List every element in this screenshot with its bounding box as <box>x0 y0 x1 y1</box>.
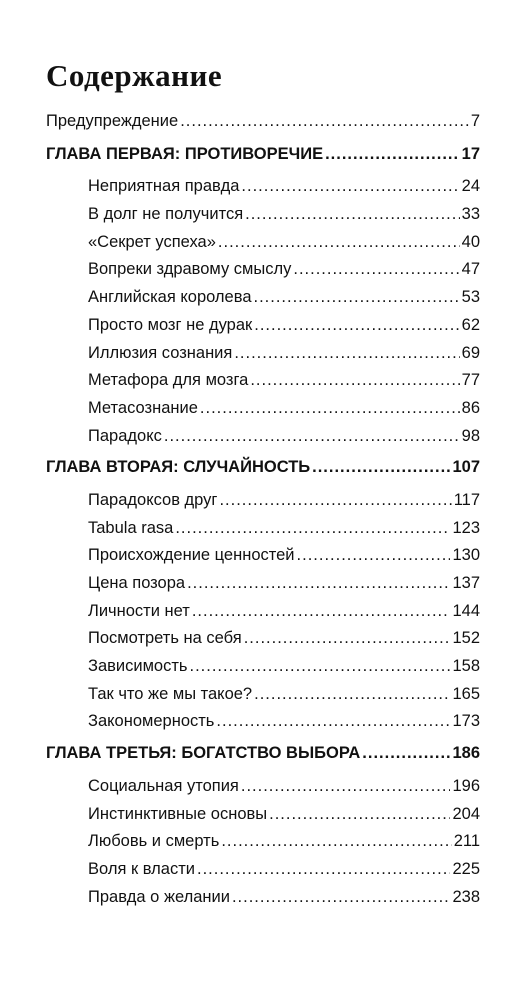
page-title: Содержание <box>46 58 223 93</box>
toc-chapter-title: ГЛАВА ПЕРВАЯ: ПРОТИВОРЕЧИЕ <box>46 144 324 163</box>
toc-chapter-2 <box>46 454 480 482</box>
toc-entry-title: Личности нет <box>88 601 190 620</box>
toc-entry <box>46 173 480 201</box>
dot-leader <box>254 284 460 312</box>
toc-entry-page: 86 <box>461 398 480 417</box>
dot-leader <box>293 256 459 284</box>
toc-entry-title: Воля к власти <box>88 859 195 878</box>
toc-entry-page: 165 <box>452 684 480 703</box>
toc-entry-page: 173 <box>452 712 480 731</box>
dot-leader <box>232 884 451 912</box>
toc-entry-title: Так что же мы такое? <box>88 684 253 703</box>
toc-entry-page: 123 <box>452 518 480 537</box>
toc-chapter-title: ГЛАВА ВТОРАЯ: СЛУЧАЙНОСТЬ <box>46 458 311 477</box>
dot-leader <box>221 828 451 856</box>
toc-entry <box>46 487 480 515</box>
toc-entry-page: 69 <box>461 343 480 362</box>
toc-entry <box>46 423 480 451</box>
toc-chapter-page: 186 <box>452 744 480 763</box>
toc-entry-title: Любовь и смерть <box>88 832 220 851</box>
toc-entry-page: 77 <box>461 371 480 390</box>
toc-entry-title: Просто мозг не дурак <box>88 315 253 334</box>
toc-entry <box>46 515 480 543</box>
toc-entry-title: Парадоксов друг <box>88 490 218 509</box>
toc-entry-title: Социальная утопия <box>88 776 239 795</box>
toc-entry-page: 211 <box>453 832 480 851</box>
toc-entry-page: 7 <box>470 112 480 130</box>
dot-leader <box>362 740 450 768</box>
toc-entry <box>46 828 480 856</box>
toc-entry-page: 47 <box>461 260 480 279</box>
toc-entry-page: 238 <box>452 887 480 906</box>
dot-leader <box>325 141 460 169</box>
dot-leader <box>312 454 450 482</box>
toc-chapter-1 <box>46 141 480 169</box>
dot-leader <box>241 173 459 201</box>
toc-entry <box>46 395 480 423</box>
toc-entry <box>46 312 480 340</box>
toc-entry-title: Английская королева <box>88 288 252 307</box>
toc-entry <box>46 598 480 626</box>
toc-entry-page: 144 <box>452 601 480 620</box>
dot-leader <box>219 487 451 515</box>
dot-leader <box>241 773 451 801</box>
toc-entry-title: Вопреки здравому смыслу <box>88 260 292 279</box>
dot-leader <box>175 515 450 543</box>
dot-leader <box>244 625 451 653</box>
toc-entry-page: 33 <box>461 205 480 224</box>
toc-entry-title: Инстинктивные основы <box>88 804 268 823</box>
toc-entry-page: 137 <box>452 574 480 592</box>
dot-leader <box>197 856 450 884</box>
dot-leader <box>254 681 450 709</box>
dot-leader <box>250 367 459 395</box>
dot-leader <box>297 542 451 570</box>
toc-entry <box>46 542 480 570</box>
toc-entry <box>46 367 480 395</box>
toc-entry <box>46 201 480 229</box>
toc-entry-page: 196 <box>452 776 480 795</box>
toc-entry <box>46 284 480 312</box>
toc-entry-title: Происхождение ценностей <box>88 546 295 565</box>
toc-entry-page: 40 <box>461 232 480 251</box>
toc-entry-page: 152 <box>452 629 480 648</box>
toc-entry-title: Предупреждение <box>46 112 179 130</box>
toc-chapter-title: ГЛАВА ТРЕТЬЯ: БОГАТСТВО ВЫБОРА <box>46 744 361 763</box>
toc-entry-title: Правда о желании <box>88 887 230 906</box>
toc-chapter-3 <box>46 740 480 768</box>
toc-chapter-page: 17 <box>461 144 480 163</box>
toc-entry-title: Парадокс <box>88 426 162 445</box>
dot-leader <box>254 312 459 340</box>
dot-leader <box>200 395 460 423</box>
dot-leader <box>192 598 451 626</box>
toc-entry <box>46 708 480 736</box>
toc-entry-title: «Секрет успеха» <box>88 232 216 251</box>
toc-entry-title: Неприятная правда <box>88 177 240 196</box>
dot-leader <box>180 108 469 136</box>
dot-leader <box>245 201 460 229</box>
toc-entry-title: Метафора для мозга <box>88 371 249 390</box>
toc-entry-title: Tabula rasa <box>88 518 174 537</box>
dot-leader <box>216 708 450 736</box>
toc-entry <box>46 773 480 801</box>
toc-entry-page: 225 <box>452 859 480 878</box>
dot-leader <box>187 570 450 598</box>
toc-entry-title: Иллюзия сознания <box>88 343 233 362</box>
dot-leader <box>234 340 459 368</box>
toc-entry <box>46 856 480 884</box>
toc-entry-page: 62 <box>461 315 480 334</box>
toc-entry <box>46 229 480 257</box>
dot-leader <box>190 653 451 681</box>
toc-entry <box>46 256 480 284</box>
toc-entry <box>46 884 480 912</box>
toc-entry <box>46 625 480 653</box>
toc-entry-title: Цена позора <box>88 574 186 592</box>
dot-leader <box>269 801 450 829</box>
dot-leader <box>164 423 460 451</box>
toc-entry-page: 117 <box>453 490 480 509</box>
toc-entry-page: 24 <box>461 177 480 196</box>
toc-entry <box>46 801 480 829</box>
toc-entry-page: 130 <box>452 546 480 565</box>
toc-entry-title: В долг не получится <box>88 205 244 224</box>
toc-chapter-page: 107 <box>452 458 480 477</box>
toc-entry-title: Зависимость <box>88 657 188 676</box>
toc-entry <box>46 570 480 598</box>
toc-entry-title: Закономерность <box>88 712 215 731</box>
toc-entry <box>46 653 480 681</box>
toc-entry <box>46 340 480 368</box>
toc-entry-preface <box>46 108 480 136</box>
toc-entry-title: Метасознание <box>88 398 198 417</box>
toc-entry-page: 53 <box>461 288 480 307</box>
dot-leader <box>218 229 460 257</box>
toc-entry-title: Посмотреть на себя <box>88 629 242 648</box>
toc-entry <box>46 681 480 709</box>
toc-entry-page: 98 <box>461 426 480 445</box>
toc-entry-page: 204 <box>452 804 480 823</box>
toc-entry-page: 158 <box>452 657 480 676</box>
table-of-contents <box>46 56 480 911</box>
